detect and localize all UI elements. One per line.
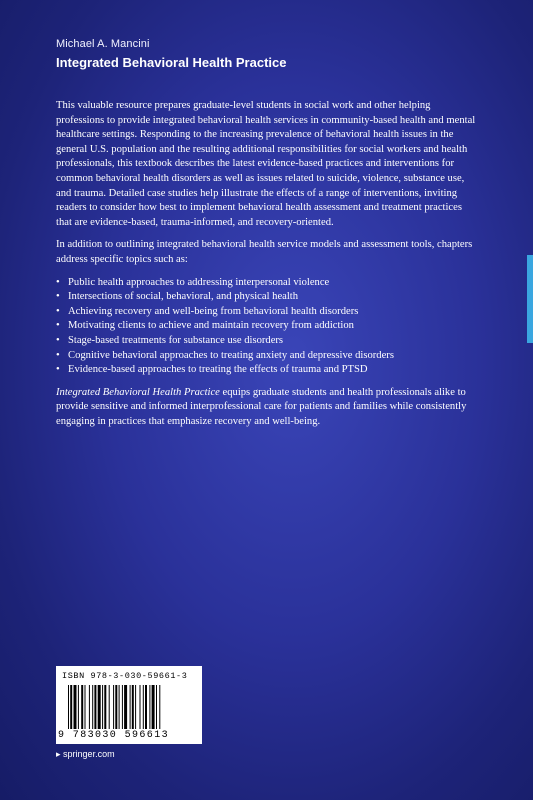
barcode-bar bbox=[89, 685, 90, 729]
closing-book-title: Integrated Behavioral Health Practice bbox=[56, 386, 220, 398]
topic-item bbox=[56, 305, 476, 320]
publisher-url: springer.com bbox=[63, 749, 115, 759]
barcode-bar bbox=[68, 685, 69, 729]
isbn-label: ISBN 978-3-030-59661-3 bbox=[62, 671, 188, 681]
blurb bbox=[56, 99, 476, 437]
barcode-bar bbox=[94, 685, 96, 729]
barcode-bar bbox=[70, 685, 72, 729]
barcode-bar bbox=[122, 685, 123, 729]
barcode-graphic bbox=[68, 685, 192, 729]
barcode-bar bbox=[152, 685, 155, 729]
barcode-bar bbox=[132, 685, 134, 729]
topic-text: Cognitive behavioral approaches to treating anxiety and depressive disorders bbox=[68, 349, 394, 361]
blurb-paragraph-2: In addition to outlining integrated behavioral health service models and assessment tools, chapters address specific topics such as: bbox=[56, 239, 473, 265]
bullet-icon: • bbox=[56, 305, 60, 317]
barcode-bar bbox=[74, 685, 77, 729]
bullet-icon: • bbox=[56, 320, 60, 332]
topic-item bbox=[56, 363, 476, 378]
bullet-icon: • bbox=[56, 291, 60, 303]
barcode-bar bbox=[149, 685, 150, 729]
barcode-digits: 9 783030 596613 bbox=[58, 730, 170, 741]
barcode-box bbox=[56, 666, 202, 744]
edge-color-tab bbox=[527, 255, 533, 343]
barcode-bar bbox=[124, 685, 127, 729]
barcode-bar bbox=[102, 685, 103, 729]
blurb-paragraph-1: This valuable resource prepares graduate-level students in social work and other helping professions to provide integrated behavioral health services in community-based health and mental healthcare settings. Responding to the increasing prevalence of behavioral health issues in the general U.S. population and the resulting additional responsibilities for social workers and health professionals, this textbook describes the latest evidence-based practices and interventions for common behavioral health disorders as well as issues related to suicide, violence, substance use, and trauma. Detailed case studies help illustrate the effects of a range of interventions, inviting readers to consider how best to implement behavioral health assessment and treatment practices that are evidence-based, trauma-informed, and recovery-oriented. bbox=[56, 100, 476, 228]
blurb-closing bbox=[56, 386, 476, 430]
closing-text: equips graduate students and health professionals alike to provide sensitive and informed interprofessional care for patients and families while consistently engaging in practices that emphasize recovery and well-being. bbox=[56, 386, 467, 427]
barcode-bar bbox=[81, 685, 83, 729]
publisher-link[interactable] bbox=[56, 749, 115, 760]
author-name: Michael A. Mancini bbox=[56, 38, 150, 50]
bullet-icon: • bbox=[56, 334, 60, 346]
barcode-bar bbox=[113, 685, 114, 729]
topic-list bbox=[56, 276, 476, 378]
bullet-icon: • bbox=[56, 349, 60, 361]
barcode-bar bbox=[109, 685, 110, 729]
topic-text: Evidence-based approaches to treating the effects of trauma and PTSD bbox=[68, 364, 368, 376]
topic-item bbox=[56, 276, 476, 291]
topic-text: Motivating clients to achieve and maintain recovery from addiction bbox=[68, 320, 354, 332]
barcode-bar bbox=[104, 685, 106, 729]
barcode-bar bbox=[140, 685, 141, 729]
barcode-bar bbox=[98, 685, 101, 729]
book-title: Integrated Behavioral Health Practice bbox=[56, 55, 287, 70]
barcode-bar bbox=[143, 685, 144, 729]
arrow-icon: ▸ bbox=[56, 749, 61, 759]
topic-item bbox=[56, 290, 476, 305]
barcode-bar bbox=[78, 685, 79, 729]
barcode-bar bbox=[156, 685, 157, 729]
topic-item bbox=[56, 334, 476, 349]
topic-text: Public health approaches to addressing interpersonal violence bbox=[68, 276, 330, 288]
barcode-bar bbox=[119, 685, 120, 729]
topic-text: Intersections of social, behavioral, and physical health bbox=[68, 291, 299, 303]
barcode-bar bbox=[135, 685, 136, 729]
topic-item bbox=[56, 349, 476, 364]
barcode-bar bbox=[159, 685, 160, 729]
bullet-icon: • bbox=[56, 276, 60, 288]
topic-text: Achieving recovery and well-being from behavioral health disorders bbox=[68, 305, 359, 317]
barcode-bar bbox=[130, 685, 131, 729]
barcode-bar bbox=[145, 685, 147, 729]
topic-item bbox=[56, 319, 476, 334]
barcode-bar bbox=[115, 685, 117, 729]
barcode-bar bbox=[92, 685, 93, 729]
bullet-icon: • bbox=[56, 364, 60, 376]
barcode-bar bbox=[85, 685, 86, 729]
topic-text: Stage-based treatments for substance use disorders bbox=[68, 334, 284, 346]
